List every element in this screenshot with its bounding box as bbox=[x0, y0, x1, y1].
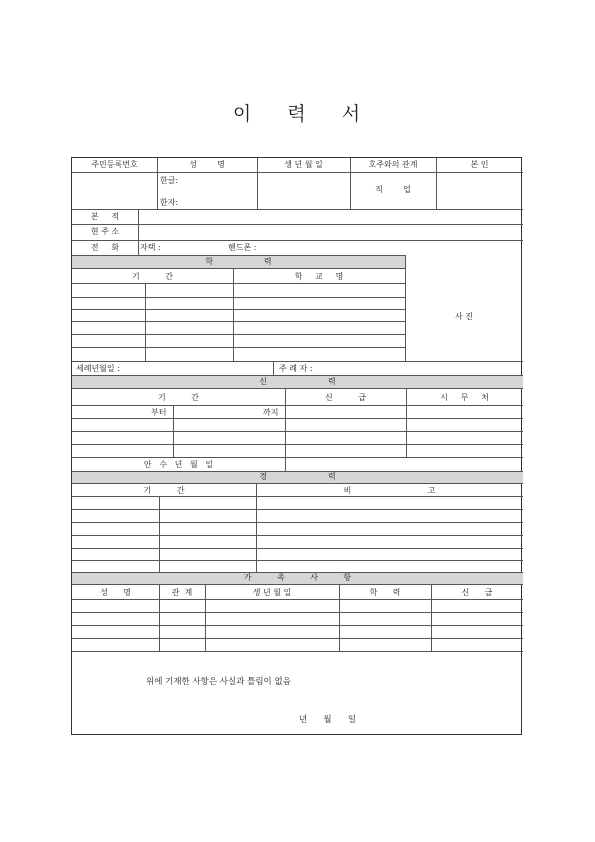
rule bbox=[72, 172, 523, 173]
faith-level-label: 신 급 bbox=[325, 393, 366, 402]
name-hanja-input[interactable] bbox=[184, 197, 254, 209]
page-title: 이 력 서 bbox=[232, 103, 363, 125]
phone-label: 전 화 bbox=[90, 243, 120, 252]
family-birth-label: 생 년 월 일 bbox=[252, 588, 292, 597]
birth-label: 생 년 월 일 bbox=[284, 160, 323, 169]
rule bbox=[72, 560, 523, 561]
family-education-label: 학 력 bbox=[369, 588, 401, 597]
rule bbox=[72, 612, 523, 613]
rule bbox=[72, 283, 405, 284]
rule bbox=[72, 509, 523, 510]
rule bbox=[72, 224, 523, 225]
resume-form bbox=[71, 157, 522, 735]
name-hangul-input[interactable] bbox=[184, 175, 254, 187]
rule bbox=[233, 269, 234, 361]
rule bbox=[72, 240, 523, 241]
occupation-input[interactable] bbox=[439, 176, 520, 204]
education-title: 학 력 bbox=[205, 257, 272, 266]
baptism-date-label: 세례년월일 : bbox=[76, 364, 120, 373]
faith-officiant-label: 시 무 처 bbox=[440, 393, 489, 402]
relation-label: 호주와의 관계 bbox=[368, 160, 418, 169]
rule bbox=[72, 309, 405, 310]
name-hangul-label: 한글: bbox=[160, 176, 179, 185]
rule bbox=[72, 522, 523, 523]
faith-to-label: 까지 bbox=[263, 408, 279, 417]
rule bbox=[72, 548, 523, 549]
occupation-label: 직 업 bbox=[375, 185, 411, 194]
family-level-label: 신 급 bbox=[461, 588, 493, 597]
rule bbox=[72, 457, 523, 458]
id-number-input[interactable] bbox=[75, 176, 154, 204]
ordination-date-label: 안 수 년 월 일 bbox=[143, 460, 214, 469]
rule bbox=[138, 209, 139, 255]
rule bbox=[159, 496, 160, 572]
faith-period-label: 기 간 bbox=[158, 393, 199, 402]
id-number-label: 주민등록번호 bbox=[91, 160, 138, 169]
education-school-label: 학 교 명 bbox=[294, 272, 344, 281]
faith-title: 신 력 bbox=[259, 377, 336, 386]
origin-input[interactable] bbox=[142, 211, 518, 223]
rule bbox=[72, 297, 405, 298]
rule bbox=[72, 321, 405, 322]
rule bbox=[72, 638, 523, 639]
rule bbox=[72, 496, 523, 497]
address-label: 현 주 소 bbox=[90, 227, 120, 236]
faith-from-label: 부터 bbox=[151, 408, 167, 417]
rule bbox=[72, 418, 523, 419]
rule bbox=[173, 405, 174, 457]
rule bbox=[273, 361, 274, 375]
home-phone-label: 자택 : bbox=[140, 243, 161, 252]
rule bbox=[72, 361, 523, 362]
rule bbox=[72, 209, 523, 210]
rule bbox=[72, 651, 523, 652]
family-title: 가 족 사 항 bbox=[243, 573, 352, 582]
birth-input[interactable] bbox=[260, 176, 347, 204]
family-relation-label: 관 계 bbox=[171, 588, 193, 597]
photo-label: 사 진 bbox=[455, 312, 473, 321]
rule bbox=[405, 255, 406, 361]
baptism-date-input[interactable] bbox=[134, 363, 270, 375]
career-period-label: 기 간 bbox=[143, 486, 185, 495]
rule bbox=[72, 347, 405, 348]
home-phone-input[interactable] bbox=[170, 242, 226, 254]
rule bbox=[72, 444, 523, 445]
rule bbox=[72, 334, 405, 335]
rule bbox=[72, 535, 523, 536]
rule bbox=[72, 625, 523, 626]
rule bbox=[72, 431, 523, 432]
education-period-label: 기 간 bbox=[132, 272, 173, 281]
origin-label: 본 적 bbox=[90, 212, 120, 221]
rule bbox=[72, 599, 523, 600]
rule bbox=[256, 484, 257, 572]
family-name-label: 성 명 bbox=[100, 588, 131, 597]
mobile-phone-input[interactable] bbox=[268, 242, 518, 254]
godparent-input[interactable] bbox=[328, 363, 518, 375]
mobile-phone-label: 핸드폰 : bbox=[228, 243, 257, 252]
ordination-date-input[interactable] bbox=[289, 459, 519, 471]
self-label: 본 인 bbox=[470, 160, 489, 169]
declaration-text: 위에 기재한 사항은 사실과 틀림이 없음 bbox=[146, 677, 291, 687]
career-title: 경 력 bbox=[259, 472, 336, 481]
career-note-label: 비 고 bbox=[343, 486, 436, 495]
name-label: 성 명 bbox=[189, 160, 225, 169]
address-input[interactable] bbox=[142, 226, 518, 238]
name-hanja-label: 한자: bbox=[160, 198, 179, 207]
rule bbox=[145, 283, 146, 361]
date-line: 년 월 일 bbox=[299, 715, 357, 725]
rule bbox=[72, 405, 523, 406]
godparent-label: 주 례 자 : bbox=[279, 364, 313, 373]
